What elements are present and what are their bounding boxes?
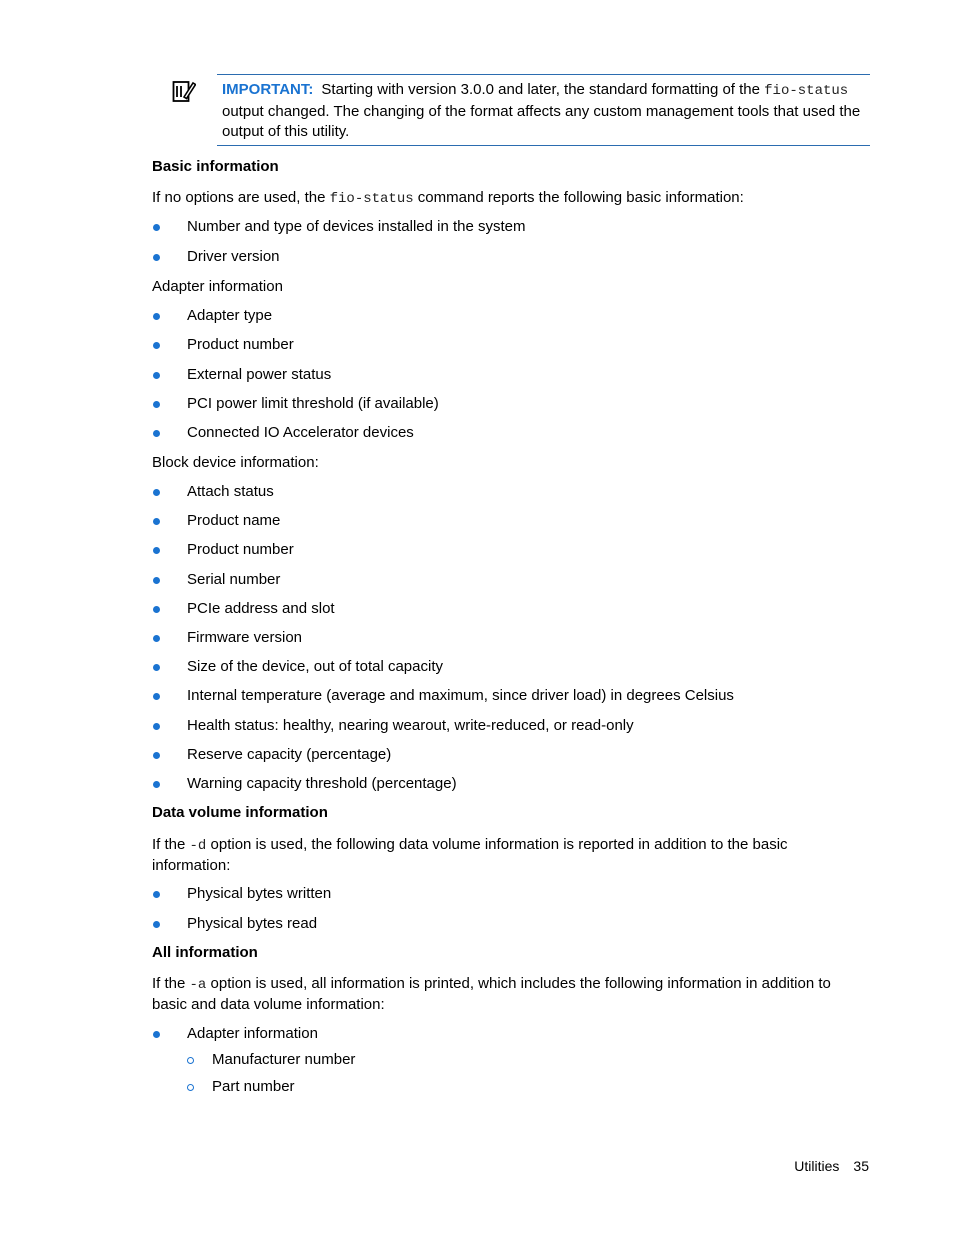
bullet-icon <box>153 430 160 437</box>
page-number: 35 <box>853 1158 869 1174</box>
all-intro-code: -a <box>189 977 207 993</box>
all-intro <box>152 974 870 1015</box>
basic-intro-text-1: If no options are used, the <box>152 189 330 206</box>
list-item: Health status: healthy, nearing wearout, write-reduced, or read-only <box>187 716 634 734</box>
list-item: Adapter information <box>187 1025 318 1042</box>
footer-section: Utilities <box>794 1158 840 1174</box>
heading-data-volume-information: Data volume information <box>152 804 328 821</box>
list-item: Warning capacity threshold (percentage) <box>187 775 457 792</box>
bullet-icon <box>153 254 160 261</box>
basic-intro-text-2: command reports the following basic information: <box>413 189 744 206</box>
list-item: PCI power limit threshold (if available) <box>187 394 439 412</box>
data-volume-intro-text-1: If the <box>152 836 190 853</box>
list-item: Reserve capacity (percentage) <box>187 745 392 763</box>
bullet-icon <box>153 224 160 231</box>
list-item: Manufacturer number <box>212 1051 356 1068</box>
all-intro-text-2: option is used, all information is printed, which includes the following information in addition to basic and data volume information: <box>152 975 831 1013</box>
bullet-icon <box>153 342 160 349</box>
list-item: Serial number <box>187 570 281 588</box>
list-item: External power status <box>187 365 332 383</box>
bullet-icon <box>153 1031 160 1038</box>
list-item: Product number <box>187 336 294 354</box>
bullet-icon <box>153 693 160 700</box>
note-text-2: output changed. The changing of the format affects any custom management tools that used the output of this utility. <box>222 102 861 140</box>
list-item: Part number <box>212 1078 295 1095</box>
basic-intro-code: fio-status <box>329 191 414 207</box>
list-item: Size of the device, out of total capacity <box>187 658 443 676</box>
bullet-icon <box>153 664 160 671</box>
page-footer <box>780 1158 869 1174</box>
bullet-icon <box>153 723 160 730</box>
list-item: Driver version <box>187 247 280 265</box>
bullet-icon <box>153 635 160 642</box>
all-intro-text-1: If the <box>152 975 190 992</box>
data-volume-intro-code: -d <box>189 838 207 854</box>
bullet-icon <box>153 781 160 788</box>
data-volume-intro-text-2: option is used, the following data volume information is reported in addition to the basic information: <box>152 836 788 874</box>
sub-bullet-icon <box>187 1084 194 1091</box>
bullet-icon <box>153 921 160 928</box>
list-item: Attach status <box>187 483 274 500</box>
sub-bullet-icon <box>187 1057 194 1064</box>
list-item: PCIe address and slot <box>187 599 335 617</box>
data-volume-intro <box>152 835 870 876</box>
basic-intro <box>152 188 870 209</box>
note-pencil-icon <box>172 79 196 103</box>
note-text-1: Starting with version 3.0.0 and later, the standard formatting of the <box>321 81 765 98</box>
list-item: Adapter type <box>187 307 273 324</box>
bullet-icon <box>153 518 160 525</box>
list-item: Physical bytes read <box>187 914 318 932</box>
block-label: Block device information: <box>152 454 319 471</box>
bullet-icon <box>153 547 160 554</box>
bullet-icon <box>153 577 160 584</box>
list-item: Physical bytes written <box>187 885 332 902</box>
bullet-icon <box>153 891 160 898</box>
list-item: Product number <box>187 541 294 559</box>
important-label: IMPORTANT: <box>222 81 314 98</box>
bullet-icon <box>153 606 160 613</box>
note-code: fio-status <box>764 83 849 99</box>
list-item: Firmware version <box>187 629 303 646</box>
bullet-icon <box>153 489 160 496</box>
bullet-icon <box>153 401 160 408</box>
important-note <box>217 74 870 146</box>
bullet-icon <box>153 313 160 320</box>
heading-basic-information: Basic information <box>152 158 279 175</box>
list-item: Connected IO Accelerator devices <box>187 424 414 442</box>
adapter-label: Adapter information <box>152 278 283 295</box>
bullet-icon <box>153 752 160 759</box>
list-item: Internal temperature (average and maximum, since driver load) in degrees Celsius <box>187 687 734 705</box>
bullet-icon <box>153 372 160 379</box>
list-item: Number and type of devices installed in the system <box>187 218 526 235</box>
list-item: Product name <box>187 512 281 530</box>
heading-all-information: All information <box>152 944 258 961</box>
